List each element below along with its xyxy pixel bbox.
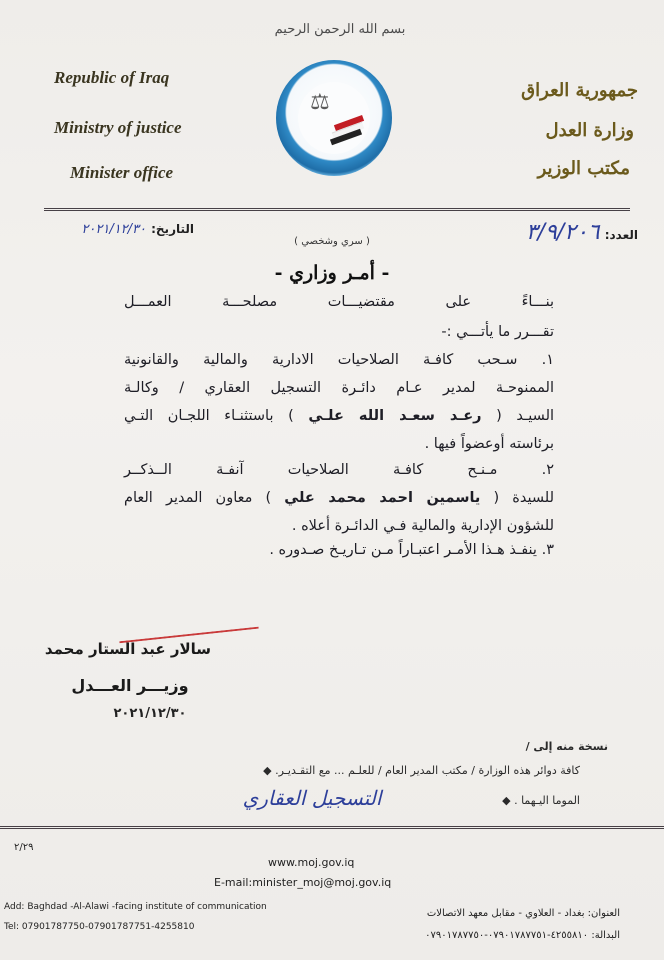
signatory-title: وزيـــر العـــدل [71, 676, 189, 695]
number-field [408, 220, 638, 245]
item1-line3 [124, 408, 554, 424]
letterhead-en-office: Minister office [70, 163, 174, 182]
item2-suffix: ) معاون المدير العام [124, 490, 272, 506]
item2-prefix: للسيدة ( [493, 490, 554, 506]
letterhead-ar-republic: جمهورية العراق [521, 80, 638, 101]
item2-person-name: ياسمين احمد محمد علي [284, 490, 481, 506]
copy-to-heading: نسخة منه إلى / [525, 740, 608, 753]
signature-date: ٢٠٢١/١٢/٣٠ [113, 706, 187, 721]
item1-suffix: ) باستثنـاء اللجـان التـي [124, 408, 294, 424]
item1-line4: برئاسته أوعضواً فيها . [424, 436, 554, 452]
ministry-logo [276, 60, 392, 176]
date-field [44, 218, 194, 237]
handwritten-note: التسجيل العقاري [242, 786, 382, 810]
signature-mark [117, 607, 259, 644]
letterhead-en-republic: Republic of Iraq [54, 68, 170, 87]
item2-line3: للشؤون الإدارية والمالية فـي الدائـرة أعلاه . [291, 518, 554, 534]
basmala: بسم الله الرحمن الرحيم [274, 22, 406, 37]
classification-label: ( سري وشخصي ) [294, 236, 370, 247]
address-en: Add: Baghdad -Al-Alawi -facing institute of communication [4, 902, 267, 912]
copy-to-item2-text: الموما اليـهما . [514, 794, 580, 807]
copy-to-item1 [160, 764, 580, 777]
item2-line2 [124, 490, 554, 506]
footer-divider [0, 826, 664, 829]
item1-person-name: رعـد سعـد الله علـي [308, 408, 482, 424]
body-intro-1: بنـــاءً على مقتضيـــات مصلحـــة العمـــل [124, 294, 554, 310]
copy-to-item1-text: كافة دوائر هذه الوزارة / مكتب المدير العام / للعلـم ... مع التقـديـر. [275, 764, 580, 777]
item3-line: ٣. ينفـذ هـذا الأمـر اعتبـاراً مـن تـاريـخ صـدوره . [269, 542, 554, 558]
item1-line2: الممنوحـة لمدير عـام دائـرة التسجيل العقاري / وكالـة [124, 380, 554, 396]
item1-line1: ١. سـحب كافـة الصلاحيات الادارية والمالية والقانونية [124, 352, 554, 368]
letterhead-en-ministry: Ministry of justice [54, 118, 182, 137]
diamond-bullet-icon: ◆ [263, 764, 272, 777]
address-ar: العنوان: بغداد - العلاوي - مقابل معهد الاتصالات [426, 908, 620, 919]
number-value: ٣/٩/٢٠٦ [525, 220, 600, 245]
item2-line1: ٢. مـنـح كافـة الصلاحيات آنفـة الــذكــر [124, 462, 554, 478]
justice-scale-icon: ⚖ [310, 90, 330, 115]
number-label: العدد: [604, 228, 638, 242]
email-link[interactable]: E-mail:minister_moj@moj.gov.iq [214, 876, 392, 889]
order-title: - أمـر وزاري - [274, 262, 390, 284]
body-intro-2: تقـــرر ما يأتـــي :- [441, 324, 554, 340]
signatory-name: سالار عبد الستار محمد [44, 640, 212, 658]
diamond-bullet-icon: ◆ [502, 794, 511, 807]
letterhead-ar-office: مكتب الوزير [537, 158, 630, 179]
date-value: ٢٠٢١/١٢/٣٠ [81, 222, 147, 237]
header-divider [44, 208, 630, 211]
item1-prefix: السيـد ( [496, 408, 555, 424]
telephone-en: Tel: 07901787750-07901787751-4255810 [4, 922, 195, 932]
telephone-ar: البدالة: ٤٢٥٥٨١٠-٠٧٩٠١٧٨٧٧٥١-٠٧٩٠١٧٨٧٧٥٠ [425, 930, 620, 941]
date-label: التاريخ: [151, 222, 194, 236]
letterhead-ar-ministry: وزارة العدل [545, 120, 634, 141]
page-reference: ٢/٢٩ [14, 842, 34, 853]
website-link[interactable]: www.moj.gov.iq [268, 856, 355, 869]
